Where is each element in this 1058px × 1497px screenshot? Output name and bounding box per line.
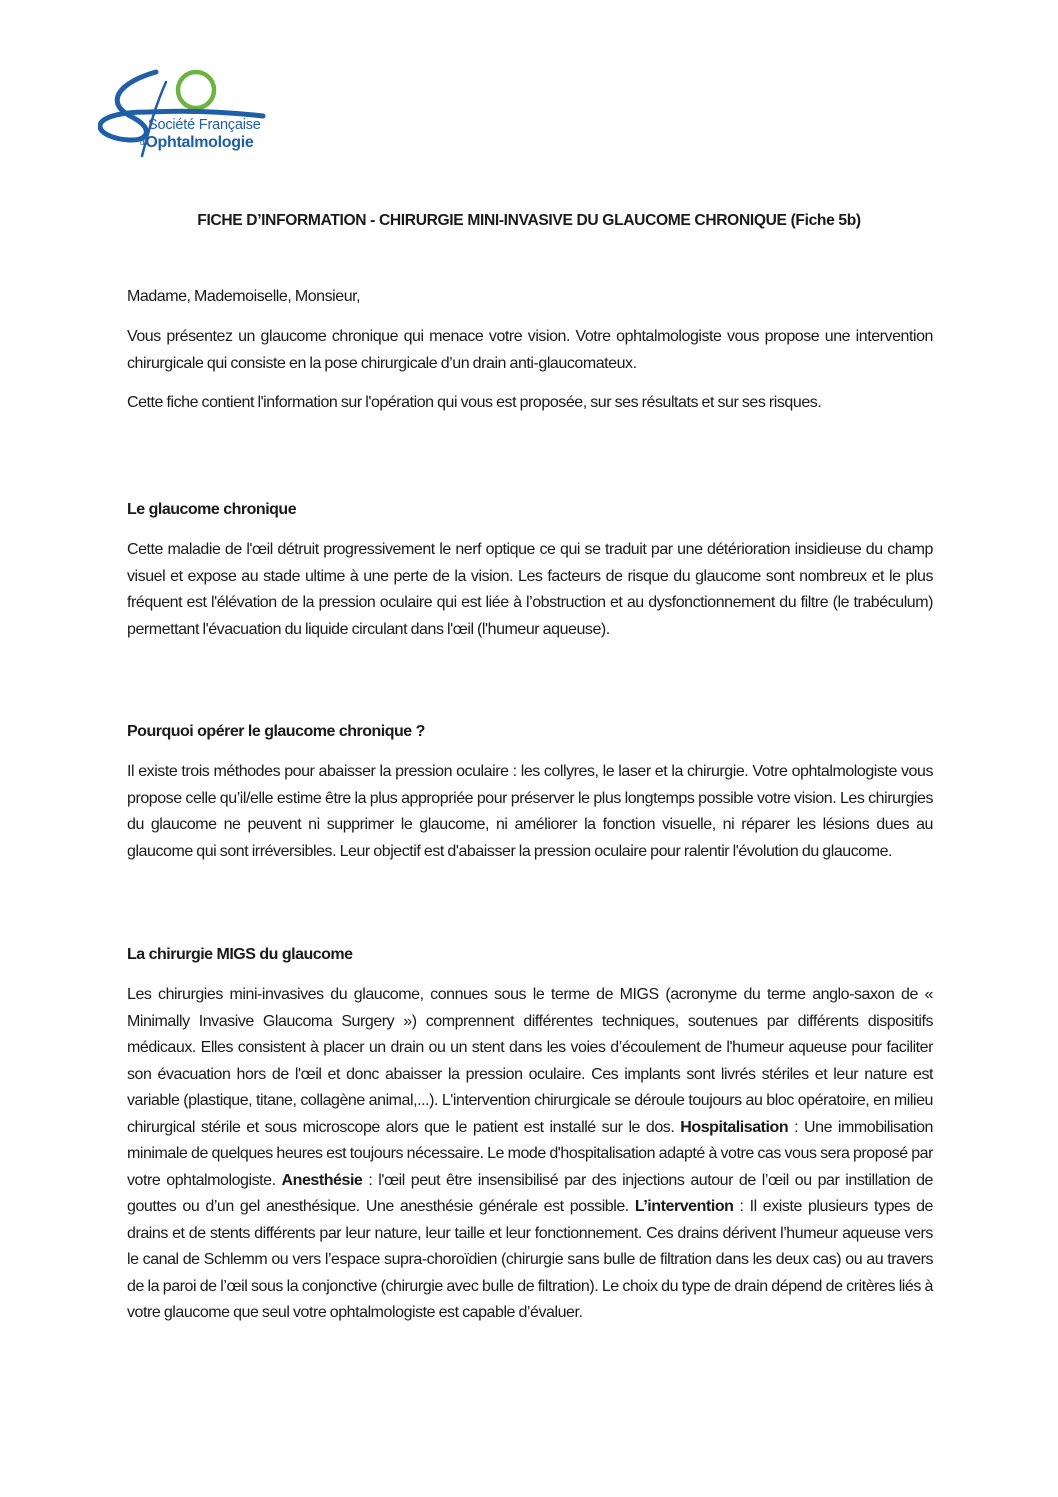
body-text: Les chirurgies mini-invasives du glaucome, connues sous le terme de MIGS (acronyme du terme anglo-saxon de « Minimally Invasive Glaucoma Surgery ») comprennent différentes techniques, soutenues par différents dispositifs médicaux. Elles consistent à placer un drain ou un stent dans les voies d’écoulement de l'humeur aqueuse pour faciliter son évacuation hors de l'œil et donc abaisser la pression oculaire. Ces implants sont livrés stériles et leur nature est variable (plastique, titane, collagène animal,...). L'intervention chirurgicale se déroule toujours au bloc opératoire, en milieu chirurgical stérile et sous microscope alors que le patient est installé sur le dos. [127, 986, 933, 1136]
logo-line2-text: Ophtalmologie [145, 134, 254, 151]
logo-line1: Société Française [148, 117, 261, 133]
section-heading: La chirurgie MIGS du glaucome [127, 946, 353, 963]
body-text: : l'œil peut être insensibilisé par des injections autour de l’œil ou par instillation de gouttes ou d’un gel anesthésique. Une anesthésie générale est possible. [127, 1171, 933, 1215]
sfo-logo [98, 64, 268, 160]
body-text: : Il existe plusieurs types de drains et de stents différents par leur nature, leur taille et leur fonctionnement. Ces drains dérivent l’humeur aqueuse vers le canal de Schlemm ou vers l’espace supra-choroïdien (chirurgie sans bulle de filtration dans les deux cas) ou au travers de la paroi de l’œil sous la conjonctive (chirurgie avec bulle de filtration). Le choix du type de drain dépend de critères liés à votre glaucome que seul votre ophtalmologiste est capable d’évaluer. [127, 1198, 933, 1321]
section-body: Cette maladie de l'œil détruit progressivement le nerf optique ce qui se traduit par une détérioration insidieuse du champ visuel et expose au stade ultime à une perte de la vision. Les facteurs de risque du glaucome sont nombreux et le plus fréquent est l'élévation de la pression oculaire qui est liée à l’obstruction et au dysfonctionnement du filtre (le trabéculum) permettant l'évacuation du liquide circulant dans l'œil (l'humeur aqueuse). [127, 541, 933, 638]
intro-paragraph-1-block [127, 324, 933, 377]
section-heading: Pourquoi opérer le glaucome chronique ? [127, 723, 425, 740]
intro-paragraph: Vous présentez un glaucome chronique qui menace votre vision. Votre ophtalmologiste vous propose une intervention chirurgicale qui consiste en la pose chirurgicale d’un drain anti-glaucomateux. [127, 328, 933, 372]
section-glaucome-chronique [127, 497, 933, 643]
logo-line2 [140, 134, 254, 152]
section-chirurgie-migs [127, 942, 933, 1327]
section-heading: Le glaucome chronique [127, 501, 297, 518]
body-text: : Une immobilisation minimale de quelques heures est toujours nécessaire. Le mode d'hospitalisation adapté à votre cas vous sera proposé par votre ophtalmologiste. [127, 1118, 933, 1189]
intro-paragraph-2-block [127, 390, 933, 417]
section-pourquoi-operer [127, 719, 933, 865]
section-body [127, 982, 933, 1327]
bold-term-hospitalisation: Hospitalisation [680, 1118, 789, 1136]
salutation-block [127, 284, 933, 311]
bold-term-anesthesie: Anesthésie [281, 1171, 363, 1189]
salutation: Madame, Mademoiselle, Monsieur, [127, 288, 361, 305]
intro-paragraph: Cette fiche contient l'information sur l'opération qui vous est proposée, sur ses résultats et sur ses risques. [127, 394, 822, 411]
section-body: Il existe trois méthodes pour abaisser la pression oculaire : les collyres, le laser et la chirurgie. Votre ophtalmologiste vous propose celle qu’il/elle estime être la plus appropriée pour préserver le plus longtemps possible votre vision. Les chirurgies du glaucome ne peuvent ni supprimer le glaucome, ni améliorer la fonction visuelle, ni réparer les lésions dues au glaucome qui sont irréversibles. Leur objectif est d'abaisser la pression oculaire pour ralentir l'évolution du glaucome. [127, 763, 933, 860]
logo-prefix: d' [140, 138, 146, 147]
document-title: FICHE D’INFORMATION - CHIRURGIE MINI-INVASIVE DU GLAUCOME CHRONIQUE (Fiche 5b) [197, 212, 861, 229]
bold-term-intervention: L’intervention [634, 1198, 734, 1215]
